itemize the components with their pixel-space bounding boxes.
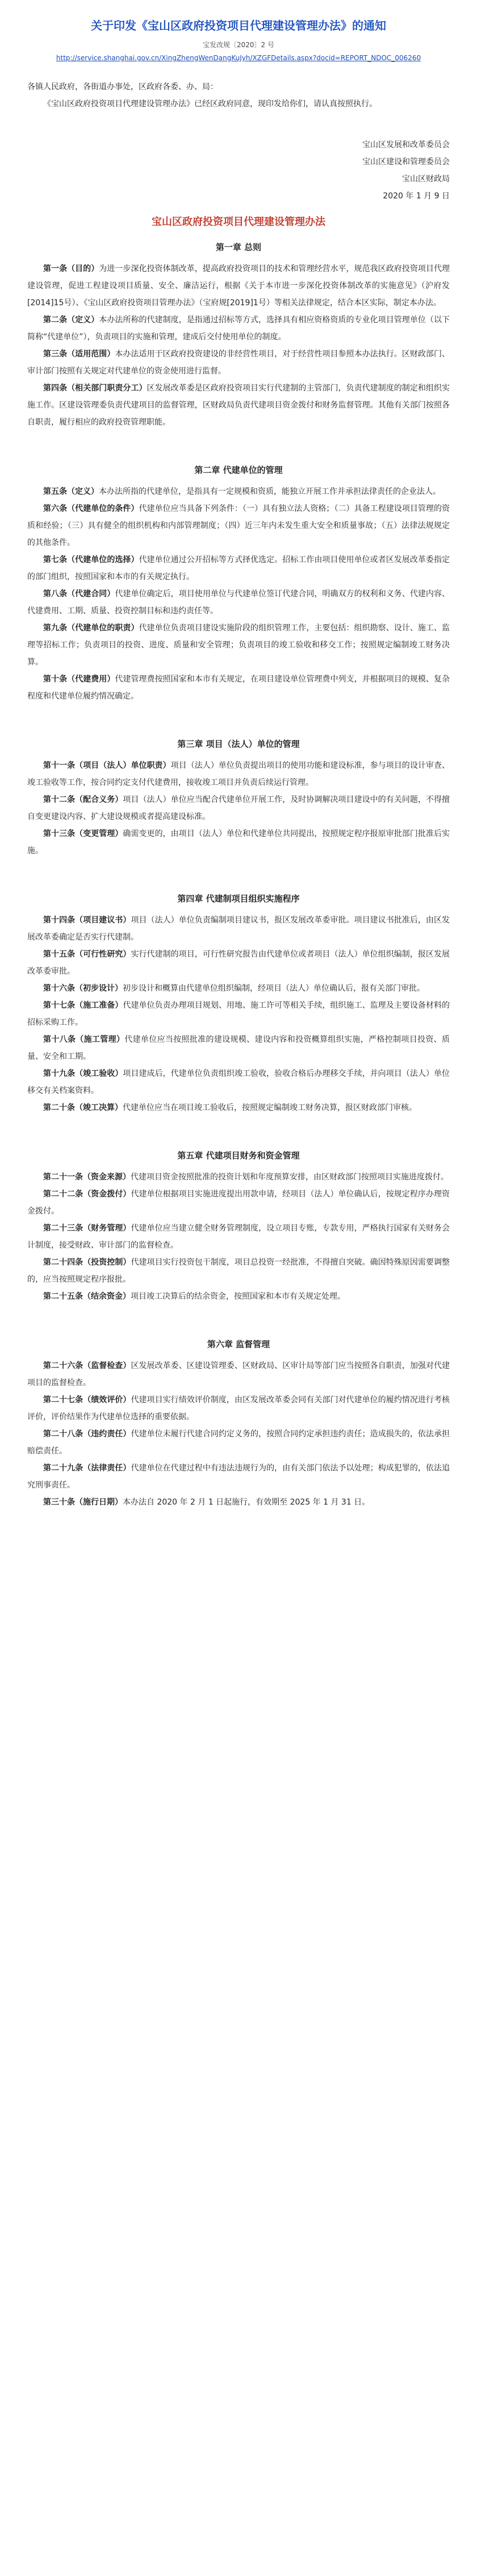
article-text: 代建单位应当在项目竣工验收后，按照规定编制竣工财务决算，报区财政部门审核。 bbox=[123, 1103, 417, 1113]
signer-2: 宝山区建设和管理委员会 bbox=[362, 157, 450, 167]
chapter-heading: 第一章 总则 bbox=[215, 242, 262, 253]
article-number: 第三条（适用范围） bbox=[43, 350, 115, 359]
article-paragraph bbox=[27, 1426, 450, 1460]
article-number: 第十五条（可行性研究） bbox=[43, 950, 131, 959]
article-number: 第十九条（竣工验收） bbox=[43, 1069, 123, 1079]
article-paragraph bbox=[27, 483, 450, 500]
article-text: 代建单位在代建过程中有违法违规行为的，由有关部门依法予以处理；构成犯罪的，依法追究刑事责任。 bbox=[27, 1464, 450, 1490]
article-text: 代建单位应当按照批准的建设规模、建设内容和投资概算组织实施，严格控制项目投资、质量、安全和工期。 bbox=[27, 1035, 450, 1062]
article-text: 本办法自 2020 年 2 月 1 日起施行，有效期至 2025 年 1 月 31 日。 bbox=[123, 1498, 370, 1507]
article-text: 确需变更的，由项目（法人）单位和代建单位共同提出，按照规定程序报原审批部门批准后实施。 bbox=[27, 829, 450, 856]
article-text: 代建项目资金按照批准的投资计划和年度预算安排，由区财政部门按照项目实施进度拨付。 bbox=[131, 1173, 449, 1182]
article-paragraph bbox=[27, 311, 450, 346]
article-number: 第十条（代建费用） bbox=[43, 675, 115, 684]
article-number: 第五条（定义） bbox=[43, 487, 99, 497]
article-number: 第四条（相关部门职责分工） bbox=[43, 384, 147, 393]
notice-date: 2020 年 1 月 9 日 bbox=[383, 192, 450, 201]
article-paragraph bbox=[27, 1254, 450, 1288]
article-number: 第二十八条（违约责任） bbox=[43, 1430, 131, 1439]
article-paragraph bbox=[27, 620, 450, 671]
article-text: 代建单位根据项目实施进度提出用款申请，经项目（法人）单位确认后，按规定程序办理资金拨付。 bbox=[27, 1190, 450, 1216]
article-number: 第十三条（变更管理） bbox=[43, 829, 123, 839]
regulation-title: 宝山区政府投资项目代理建设管理办法 bbox=[152, 216, 325, 228]
article-paragraph bbox=[27, 1065, 450, 1099]
article-text: 项目（法人）单位负责编制项目建议书，报区发展改革委审批。项目建议书批准后，由区发展改革委确定是否实行代建制。 bbox=[27, 916, 450, 942]
article-text: 代建项目实行绩效评价制度，由区发展改革委会同有关部门对代建单位的履约情况进行考核评价，评价结果作为代建单位选择的重要依据。 bbox=[27, 1395, 450, 1422]
source-link[interactable]: http://service.shanghai.gov.cn/XingZhengWenDangKuJyh/XZGFDetails.aspx?docid=REPORT_NDOC_006260 bbox=[56, 54, 421, 62]
article-text: 项目（法人）单位应当配合代建单位开展工作，及时协调解决项目建设中的有关问题，不得擅自变更建设内容、扩大建设规模或者提高建设标准。 bbox=[27, 795, 450, 822]
article-number: 第六条（代建单位的条件） bbox=[43, 504, 139, 514]
article-paragraph bbox=[27, 1391, 450, 1426]
article-text: 本办法所称的代建制度，是指通过招标等方式，选择具有相应资格资质的专业化项目管理单位（以下简称“代建单位”），负责项目的实施和管理，建成后交付使用单位的制度。 bbox=[27, 315, 450, 342]
article-number: 第一条（目的） bbox=[43, 264, 99, 274]
article-paragraph bbox=[27, 1494, 450, 1511]
article-paragraph bbox=[27, 757, 450, 791]
article-number: 第八条（代建合同） bbox=[43, 589, 115, 599]
article-paragraph bbox=[27, 1186, 450, 1220]
article-number: 第十一条（项目（法人）单位职责） bbox=[43, 761, 171, 771]
article-text: 代建单位通过公开招标等方式择优选定。招标工作由项目使用单位或者区发展改革委指定的部门组织，按照国家和本市的有关规定执行。 bbox=[27, 555, 450, 582]
notice-body: 《宝山区政府投资项目代理建设管理办法》已经区政府同意，现印发给你们，请认真按照执行。 bbox=[43, 99, 377, 109]
article-text: 项目（法人）单位负责提出项目的使用功能和建设标准，参与项目的设计审查、竣工验收等工作，按合同约定支付代建费用，接收竣工项目并负责后续运行管理。 bbox=[27, 761, 450, 788]
article-text: 代建管理费按照国家和本市有关规定，在项目建设单位管理费中列支，并根据项目的规模、复杂程度和代建单位履约情况确定。 bbox=[27, 675, 450, 701]
article-text: 代建单位未履行代建合同约定义务的，按照合同约定承担违约责任；造成损失的，依法承担赔偿责任。 bbox=[27, 1430, 450, 1456]
regulation-body bbox=[27, 239, 450, 1511]
article-number: 第十二条（配合义务） bbox=[43, 795, 123, 805]
article-paragraph bbox=[27, 997, 450, 1031]
article-paragraph bbox=[27, 1099, 450, 1116]
article-text: 实行代建制的项目，可行性研究报告由代建单位或者项目（法人）单位组织编制，报区发展改革委审批。 bbox=[27, 950, 450, 977]
article-text: 代建单位应当具备下列条件：（一）具有独立法人资格；（二）具备工程建设项目管理的资质和经验；（三）具有健全的组织机构和内部管理制度；（四）近三年内未发生重大安全和质量事故；（五）法律法规规定的其他条件。 bbox=[27, 504, 450, 548]
article-text: 区发展改革委、区建设管理委、区财政局、区审计局等部门应当按照各自职责，加强对代建项目的监督检查。 bbox=[27, 1361, 450, 1388]
article-paragraph bbox=[27, 946, 450, 980]
article-paragraph bbox=[27, 980, 450, 997]
signer-3: 宝山区财政局 bbox=[402, 174, 450, 184]
article-paragraph bbox=[27, 1288, 450, 1305]
article-paragraph bbox=[27, 585, 450, 620]
chapter-heading: 第四章 代建制项目组织实施程序 bbox=[177, 894, 300, 904]
article-number: 第十七条（施工准备） bbox=[43, 1001, 123, 1011]
article-paragraph bbox=[27, 260, 450, 311]
article-number: 第二十九条（法律责任） bbox=[43, 1464, 131, 1473]
article-paragraph bbox=[27, 791, 450, 825]
article-text: 区发展改革委是区政府投资项目实行代建制的主管部门，负责代建制度的制定和组织实施工作。区建设管理委负责代建项目的监督管理，区财政局负责代建项目资金拨付和财务监督管理。其他有关部门按照各自职责，履行相应的政府投资管理职能。 bbox=[27, 384, 450, 427]
chapter-heading: 第三章 项目（法人）单位的管理 bbox=[177, 739, 300, 750]
chapter-heading: 第五章 代建项目财务和资金管理 bbox=[177, 1150, 300, 1161]
article-number: 第二十三条（财务管理） bbox=[43, 1224, 131, 1233]
notice-title: 关于印发《宝山区政府投资项目代理建设管理办法》的通知 bbox=[91, 19, 386, 32]
article-text: 项目竣工决算后的结余资金，按照国家和本市有关规定处理。 bbox=[131, 1292, 345, 1302]
article-text: 代建单位应当建立健全财务管理制度，设立项目专账，专款专用，严格执行国家有关财务会计制度，接受财政、审计部门的监督检查。 bbox=[27, 1224, 450, 1250]
article-number: 第二十六条（监督检查） bbox=[43, 1361, 131, 1371]
article-number: 第二十条（竣工决算） bbox=[43, 1103, 123, 1113]
article-text: 代建项目实行投资包干制度，项目总投资一经批准，不得擅自突破。确因特殊原因需要调整的，应当按照规定程序报批。 bbox=[27, 1258, 450, 1285]
article-number: 第九条（代建单位的职责） bbox=[43, 624, 139, 633]
article-number: 第十八条（施工管理） bbox=[43, 1035, 125, 1045]
article-number: 第二十一条（资金来源） bbox=[43, 1173, 131, 1182]
article-text: 代建单位确定后，项目使用单位与代建单位签订代建合同，明确双方的权利和义务、代建内容、代建费用、工期、质量、投资控制目标和违约责任等。 bbox=[27, 589, 450, 616]
article-paragraph bbox=[27, 551, 450, 585]
article-paragraph bbox=[27, 1357, 450, 1391]
document-page bbox=[27, 17, 450, 1511]
article-number: 第二条（定义） bbox=[43, 315, 99, 325]
article-number: 第三十条（施行日期） bbox=[43, 1498, 123, 1507]
article-text: 为进一步深化投资体制改革，提高政府投资项目的技术和管理经营水平，规范我区政府投资项目代理建设管理，促进工程建设项目质量、安全、廉洁运行，根据《关于本市进一步深化投资体制改革的实施意见》（沪府发[2014]15号）、《宝山区政府投资项目管理办法》（宝府规[2019]1号）等相关法律规定，结合本区实际，制定本办法。 bbox=[27, 264, 450, 308]
chapter-heading: 第二章 代建单位的管理 bbox=[194, 465, 283, 476]
article-paragraph bbox=[27, 912, 450, 946]
article-paragraph bbox=[27, 500, 450, 551]
article-paragraph bbox=[27, 825, 450, 859]
article-paragraph bbox=[27, 1220, 450, 1254]
article-text: 代建单位负责办理项目规划、用地、施工许可等相关手续，组织施工、监理及主要设备材料的招标采购工作。 bbox=[27, 1001, 450, 1028]
article-number: 第十六条（初步设计） bbox=[43, 984, 123, 994]
article-paragraph bbox=[27, 671, 450, 705]
article-paragraph bbox=[27, 1460, 450, 1494]
article-text: 代建单位负责项目建设实施阶段的组织管理工作，主要包括：组织勘察、设计、施工、监理等招标工作；负责项目的投资、进度、质量和安全管理；负责项目的竣工验收和移交工作；按照规定编制竣工财务决算。 bbox=[27, 624, 450, 667]
article-number: 第十四条（项目建议书） bbox=[43, 916, 131, 925]
article-paragraph bbox=[27, 1031, 450, 1065]
document-number: 宝发改规〔2020〕2 号 bbox=[203, 41, 274, 49]
chapter-heading: 第六章 监督管理 bbox=[207, 1339, 270, 1350]
article-number: 第二十四条（投资控制） bbox=[43, 1258, 131, 1268]
article-number: 第二十二条（资金拨付） bbox=[43, 1190, 131, 1199]
article-text: 初步设计和概算由代建单位组织编制，经项目（法人）单位确认后，报有关部门审批。 bbox=[123, 984, 425, 994]
article-paragraph bbox=[27, 346, 450, 380]
article-number: 第二十五条（结余资金） bbox=[43, 1292, 131, 1302]
article-text: 项目建成后，代建单位负责组织竣工验收，验收合格后办理移交手续，并向项目（法人）单位移交有关档案资料。 bbox=[27, 1069, 450, 1096]
article-number: 第二十七条（绩效评价） bbox=[43, 1395, 131, 1405]
article-text: 本办法所指的代建单位，是指具有一定规模和资质，能独立开展工作并承担法律责任的企业法人。 bbox=[99, 487, 441, 497]
article-number: 第七条（代建单位的选择） bbox=[43, 555, 139, 565]
article-paragraph bbox=[27, 1169, 450, 1186]
signer-1: 宝山区发展和改革委员会 bbox=[362, 140, 450, 150]
salutation: 各镇人民政府，各街道办事处，区政府各委、办、局： bbox=[27, 82, 218, 92]
article-text: 本办法适用于区政府投资建设的非经营性项目，对于经营性项目参照本办法执行。区财政部门、审计部门按照有关规定对代建单位的资金使用进行监督。 bbox=[27, 350, 450, 376]
article-paragraph bbox=[27, 380, 450, 431]
